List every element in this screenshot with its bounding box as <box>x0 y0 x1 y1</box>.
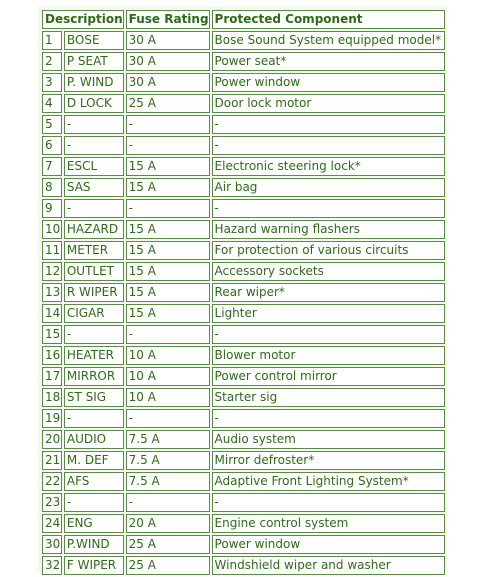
protected-component-cell: Power seat* <box>212 52 445 71</box>
fuse-description-cell: ESCL <box>64 157 124 176</box>
fuse-description-cell: ENG <box>64 514 124 533</box>
fuse-description-cell: MIRROR <box>64 367 124 386</box>
fuse-description-cell: CIGAR <box>64 304 124 323</box>
fuse-rating-cell: 25 A <box>126 535 210 554</box>
protected-component-cell: Starter sig <box>212 388 445 407</box>
fuse-rating-cell: 7.5 A <box>126 430 210 449</box>
table-row <box>42 220 445 239</box>
fuse-table-panel <box>38 6 447 572</box>
fuse-description-cell: R WIPER <box>64 283 124 302</box>
table-row <box>42 535 445 554</box>
fuse-number-cell: 15 <box>42 325 62 344</box>
table-row <box>42 472 445 491</box>
header-row <box>42 10 445 29</box>
table-row <box>42 514 445 533</box>
fuse-description-cell: ST SIG <box>64 388 124 407</box>
fuse-description-cell: AFS <box>64 472 124 491</box>
protected-component-cell: Lighter <box>212 304 445 323</box>
fuse-rating-cell: 30 A <box>126 73 210 92</box>
fuse-number-cell: 1 <box>42 31 62 50</box>
fuse-description-cell: - <box>64 325 124 344</box>
table-row <box>42 262 445 281</box>
protected-component-cell: - <box>212 325 445 344</box>
fuse-rating-cell: 20 A <box>126 514 210 533</box>
fuse-rating-cell: 7.5 A <box>126 451 210 470</box>
protected-component-cell: Mirror defroster* <box>212 451 445 470</box>
fuse-rating-cell: 7.5 A <box>126 472 210 491</box>
header-description: Description <box>42 10 124 29</box>
fuse-table-body <box>42 31 445 575</box>
protected-component-cell: Adaptive Front Lighting System* <box>212 472 445 491</box>
protected-component-cell: Power window <box>212 535 445 554</box>
fuse-number-cell: 21 <box>42 451 62 470</box>
table-row <box>42 325 445 344</box>
fuse-number-cell: 16 <box>42 346 62 365</box>
protected-component-cell: - <box>212 136 445 155</box>
fuse-description-cell: AUDIO <box>64 430 124 449</box>
table-row <box>42 73 445 92</box>
fuse-description-cell: - <box>64 409 124 428</box>
protected-component-cell: - <box>212 409 445 428</box>
fuse-description-cell: SAS <box>64 178 124 197</box>
fuse-rating-cell: - <box>126 409 210 428</box>
protected-component-cell: Bose Sound System equipped model* <box>212 31 445 50</box>
table-row <box>42 94 445 113</box>
fuse-rating-cell: 30 A <box>126 31 210 50</box>
fuse-number-cell: 20 <box>42 430 62 449</box>
protected-component-cell: Electronic steering lock* <box>212 157 445 176</box>
fuse-rating-cell: 15 A <box>126 304 210 323</box>
fuse-number-cell: 23 <box>42 493 62 512</box>
protected-component-cell: - <box>212 493 445 512</box>
fuse-number-cell: 6 <box>42 136 62 155</box>
fuse-description-cell: F WIPER <box>64 556 124 575</box>
fuse-description-cell: - <box>64 136 124 155</box>
header-fuse-rating: Fuse Rating <box>126 10 210 29</box>
fuse-description-cell: M. DEF <box>64 451 124 470</box>
table-row <box>42 493 445 512</box>
table-row <box>42 31 445 50</box>
fuse-rating-cell: 25 A <box>126 94 210 113</box>
fuse-rating-cell: 15 A <box>126 178 210 197</box>
table-row <box>42 430 445 449</box>
table-row <box>42 241 445 260</box>
fuse-number-cell: 24 <box>42 514 62 533</box>
fuse-description-cell: - <box>64 115 124 134</box>
protected-component-cell: For protection of various circuits <box>212 241 445 260</box>
table-row <box>42 556 445 575</box>
protected-component-cell: Power control mirror <box>212 367 445 386</box>
table-row <box>42 52 445 71</box>
table-row <box>42 178 445 197</box>
fuse-number-cell: 9 <box>42 199 62 218</box>
fuse-rating-cell: 15 A <box>126 241 210 260</box>
fuse-number-cell: 10 <box>42 220 62 239</box>
protected-component-cell: Engine control system <box>212 514 445 533</box>
protected-component-cell: Rear wiper* <box>212 283 445 302</box>
protected-component-cell: Accessory sockets <box>212 262 445 281</box>
table-row <box>42 367 445 386</box>
protected-component-cell: Power window <box>212 73 445 92</box>
protected-component-cell: Hazard warning flashers <box>212 220 445 239</box>
fuse-rating-cell: 15 A <box>126 157 210 176</box>
fuse-rating-cell: 10 A <box>126 367 210 386</box>
table-row <box>42 283 445 302</box>
fuse-description-cell: HEATER <box>64 346 124 365</box>
table-row <box>42 346 445 365</box>
fuse-number-cell: 14 <box>42 304 62 323</box>
fuse-rating-cell: 30 A <box>126 52 210 71</box>
table-row <box>42 409 445 428</box>
protected-component-cell: Audio system <box>212 430 445 449</box>
fuse-rating-cell: - <box>126 325 210 344</box>
protected-component-cell: Blower motor <box>212 346 445 365</box>
fuse-number-cell: 11 <box>42 241 62 260</box>
fuse-description-cell: P SEAT <box>64 52 124 71</box>
table-row <box>42 199 445 218</box>
fuse-number-cell: 7 <box>42 157 62 176</box>
fuse-description-cell: BOSE <box>64 31 124 50</box>
fuse-rating-cell: 10 A <box>126 346 210 365</box>
fuse-description-cell: P. WIND <box>64 73 124 92</box>
table-row <box>42 136 445 155</box>
fuse-description-cell: - <box>64 199 124 218</box>
fuse-rating-cell: 25 A <box>126 556 210 575</box>
fuse-number-cell: 8 <box>42 178 62 197</box>
protected-component-cell: - <box>212 115 445 134</box>
protected-component-cell: Windshield wiper and washer <box>212 556 445 575</box>
fuse-number-cell: 19 <box>42 409 62 428</box>
table-row <box>42 157 445 176</box>
fuse-rating-cell: - <box>126 199 210 218</box>
header-protected-component: Protected Component <box>212 10 445 29</box>
fuse-table <box>40 8 447 577</box>
fuse-number-cell: 22 <box>42 472 62 491</box>
fuse-rating-cell: - <box>126 115 210 134</box>
table-row <box>42 451 445 470</box>
protected-component-cell: - <box>212 199 445 218</box>
fuse-number-cell: 12 <box>42 262 62 281</box>
fuse-number-cell: 2 <box>42 52 62 71</box>
fuse-number-cell: 30 <box>42 535 62 554</box>
fuse-number-cell: 4 <box>42 94 62 113</box>
fuse-rating-cell: 10 A <box>126 388 210 407</box>
fuse-number-cell: 13 <box>42 283 62 302</box>
fuse-number-cell: 5 <box>42 115 62 134</box>
fuse-description-cell: OUTLET <box>64 262 124 281</box>
fuse-description-cell: - <box>64 493 124 512</box>
fuse-description-cell: HAZARD <box>64 220 124 239</box>
table-row <box>42 115 445 134</box>
fuse-number-cell: 18 <box>42 388 62 407</box>
fuse-number-cell: 32 <box>42 556 62 575</box>
protected-component-cell: Door lock motor <box>212 94 445 113</box>
fuse-rating-cell: 15 A <box>126 262 210 281</box>
fuse-description-cell: D LOCK <box>64 94 124 113</box>
fuse-rating-cell: 15 A <box>126 220 210 239</box>
table-row <box>42 304 445 323</box>
table-row <box>42 388 445 407</box>
fuse-number-cell: 17 <box>42 367 62 386</box>
fuse-rating-cell: - <box>126 136 210 155</box>
fuse-description-cell: P.WIND <box>64 535 124 554</box>
fuse-rating-cell: 15 A <box>126 283 210 302</box>
fuse-rating-cell: - <box>126 493 210 512</box>
fuse-number-cell: 3 <box>42 73 62 92</box>
protected-component-cell: Air bag <box>212 178 445 197</box>
fuse-description-cell: METER <box>64 241 124 260</box>
